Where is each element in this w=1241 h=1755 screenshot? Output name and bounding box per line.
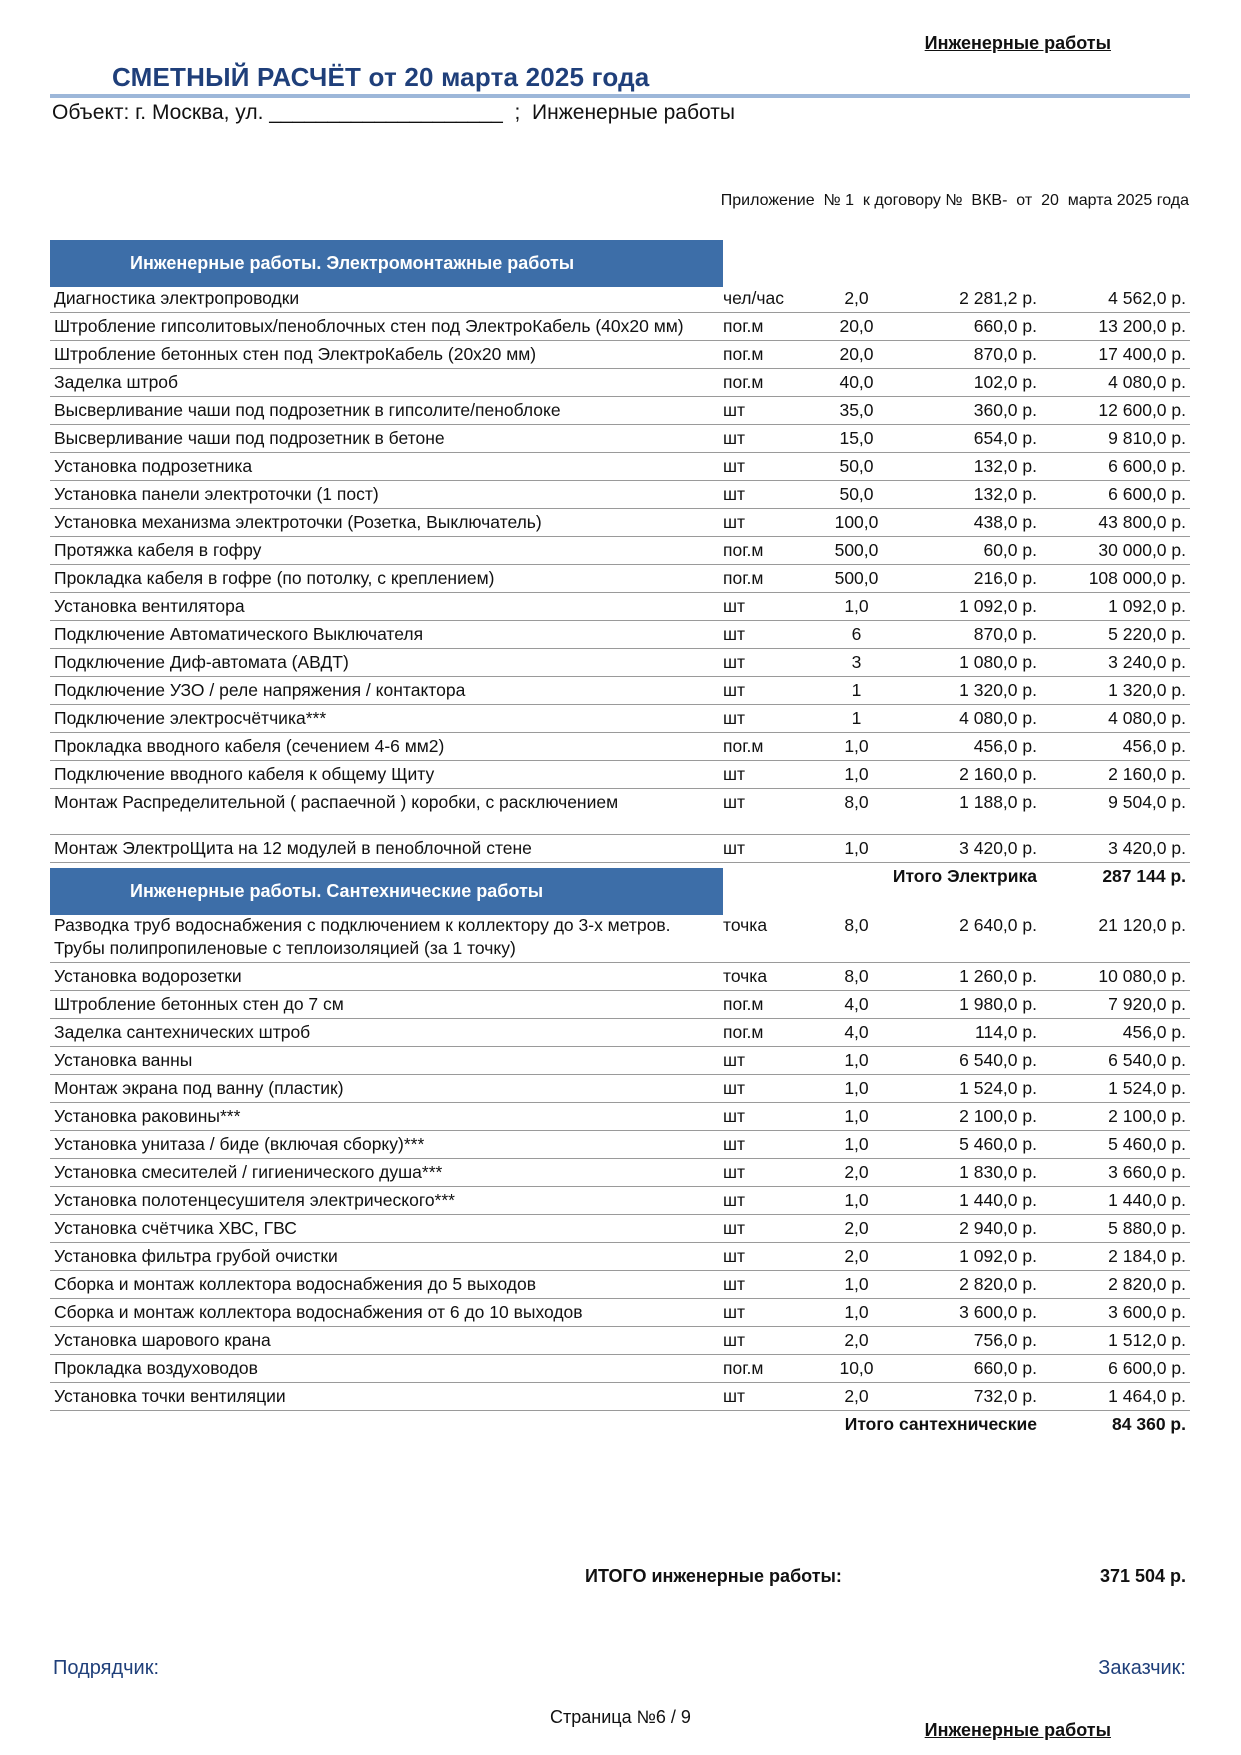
item-quantity: 1,0 (807, 1299, 906, 1327)
item-unit: пог.м (719, 1355, 807, 1383)
item-name: Заделка штроб (50, 369, 719, 397)
item-quantity: 2,0 (807, 1327, 906, 1355)
item-name: Установка шарового крана (50, 1327, 719, 1355)
item-price: 2 160,0 р. (906, 761, 1041, 789)
item-sum: 10 080,0 р. (1041, 963, 1190, 991)
item-unit: точка (719, 963, 807, 991)
item-unit: пог.м (719, 369, 807, 397)
item-price: 216,0 р. (906, 565, 1041, 593)
table-row (50, 1047, 1190, 1075)
table-row (50, 733, 1190, 761)
item-name: Установка унитаза / биде (включая сборку)*** (50, 1131, 719, 1159)
item-name: Подключение вводного кабеля к общему Щиту (50, 761, 719, 789)
item-price: 456,0 р. (906, 733, 1041, 761)
table-row (50, 789, 1190, 835)
item-name: Прокладка вводного кабеля (сечением 4-6 мм2) (50, 733, 719, 761)
contract-appendix-note: Приложение № 1 к договору № ВКВ- от 20 марта 2025 года (720, 192, 1189, 209)
item-price: 1 980,0 р. (906, 991, 1041, 1019)
item-name: Подключение УЗО / реле напряжения / контактора (50, 677, 719, 705)
table-row (50, 565, 1190, 593)
plumbing-total-row (50, 1411, 1190, 1439)
item-quantity: 10,0 (807, 1355, 906, 1383)
item-sum: 3 420,0 р. (1041, 835, 1190, 863)
item-price: 660,0 р. (906, 1355, 1041, 1383)
document-title: СМЕТНЫЙ РАСЧЁТ от 20 марта 2025 года (112, 62, 650, 92)
item-price: 756,0 р. (906, 1327, 1041, 1355)
item-sum: 21 120,0 р. (1041, 912, 1190, 963)
item-price: 1 092,0 р. (906, 1243, 1041, 1271)
item-unit: шт (719, 1075, 807, 1103)
item-unit: чел/час (719, 285, 807, 313)
item-quantity: 2,0 (807, 1383, 906, 1411)
table-row (50, 705, 1190, 733)
item-quantity: 1,0 (807, 1075, 906, 1103)
item-unit: шт (719, 453, 807, 481)
item-quantity: 3 (807, 649, 906, 677)
item-sum: 6 540,0 р. (1041, 1047, 1190, 1075)
item-unit: пог.м (719, 1019, 807, 1047)
item-name: Установка раковины*** (50, 1103, 719, 1131)
item-unit: шт (719, 1187, 807, 1215)
item-quantity: 8,0 (807, 789, 906, 835)
grand-total-label: ИТОГО инженерные работы: (585, 1566, 842, 1586)
item-name: Установка полотенцесушителя электрического*** (50, 1187, 719, 1215)
item-sum: 30 000,0 р. (1041, 537, 1190, 565)
item-unit: точка (719, 912, 807, 963)
customer-signature-label: Заказчик: (1098, 1657, 1186, 1679)
item-quantity: 1,0 (807, 1131, 906, 1159)
item-unit: пог.м (719, 537, 807, 565)
table-row (50, 1131, 1190, 1159)
item-price: 1 440,0 р. (906, 1187, 1041, 1215)
item-name: Штробление гипсолитовых/пеноблочных стен под ЭлектроКабель (40х20 мм) (50, 313, 719, 341)
item-unit: пог.м (719, 733, 807, 761)
item-quantity: 1 (807, 677, 906, 705)
header-section-link[interactable]: Инженерные работы (924, 33, 1111, 53)
item-quantity: 2,0 (807, 285, 906, 313)
item-unit: шт (719, 1131, 807, 1159)
item-quantity: 50,0 (807, 481, 906, 509)
item-sum: 6 600,0 р. (1041, 1355, 1190, 1383)
item-unit: шт (719, 1215, 807, 1243)
item-unit: шт (719, 425, 807, 453)
item-sum: 5 220,0 р. (1041, 621, 1190, 649)
item-name: Подключение Автоматического Выключателя (50, 621, 719, 649)
title-divider (50, 94, 1190, 98)
item-sum: 2 100,0 р. (1041, 1103, 1190, 1131)
item-sum: 456,0 р. (1041, 1019, 1190, 1047)
item-price: 102,0 р. (906, 369, 1041, 397)
item-price: 1 092,0 р. (906, 593, 1041, 621)
item-price: 1 320,0 р. (906, 677, 1041, 705)
electrical-works-table (50, 285, 1190, 890)
item-sum: 2 184,0 р. (1041, 1243, 1190, 1271)
table-row (50, 677, 1190, 705)
item-sum: 6 600,0 р. (1041, 481, 1190, 509)
item-name: Высверливание чаши под подрозетник в гипсолите/пеноблоке (50, 397, 719, 425)
item-quantity: 1,0 (807, 1047, 906, 1075)
item-name: Подключение электросчётчика*** (50, 705, 719, 733)
plumbing-works-table (50, 912, 1190, 1438)
item-name: Штробление бетонных стен под ЭлектроКабель (20х20 мм) (50, 341, 719, 369)
item-name: Установка механизма электроточки (Розетка, Выключатель) (50, 509, 719, 537)
item-sum: 1 512,0 р. (1041, 1327, 1190, 1355)
item-name: Разводка труб водоснабжения с подключением к коллектору до 3-х метров. Трубы полипропиленовые с теплоизоляцией (за 1 точку) (50, 912, 719, 963)
item-name: Прокладка кабеля в гофре (по потолку, с креплением) (50, 565, 719, 593)
item-sum: 1 092,0 р. (1041, 593, 1190, 621)
item-name: Установка ванны (50, 1047, 719, 1075)
item-sum: 5 880,0 р. (1041, 1215, 1190, 1243)
item-quantity: 35,0 (807, 397, 906, 425)
table-row (50, 369, 1190, 397)
table-row (50, 1383, 1190, 1411)
item-sum: 4 080,0 р. (1041, 705, 1190, 733)
table-row (50, 481, 1190, 509)
item-price: 60,0 р. (906, 537, 1041, 565)
item-quantity: 2,0 (807, 1159, 906, 1187)
item-unit: шт (719, 649, 807, 677)
item-sum: 7 920,0 р. (1041, 991, 1190, 1019)
item-unit: пог.м (719, 313, 807, 341)
item-quantity: 1,0 (807, 1103, 906, 1131)
item-sum: 13 200,0 р. (1041, 313, 1190, 341)
item-quantity: 4,0 (807, 1019, 906, 1047)
item-sum: 4 562,0 р. (1041, 285, 1190, 313)
table-row (50, 991, 1190, 1019)
item-sum: 2 160,0 р. (1041, 761, 1190, 789)
footer-section-link[interactable]: Инженерные работы (924, 1720, 1111, 1740)
table-row (50, 1243, 1190, 1271)
table-row (50, 1187, 1190, 1215)
item-price: 5 460,0 р. (906, 1131, 1041, 1159)
item-unit: пог.м (719, 341, 807, 369)
plumbing-total-label: Итого сантехнические (844, 1414, 1037, 1434)
item-quantity: 2,0 (807, 1215, 906, 1243)
item-quantity: 15,0 (807, 425, 906, 453)
item-unit: шт (719, 1271, 807, 1299)
table-row (50, 649, 1190, 677)
electrical-works-rows (50, 285, 1190, 863)
item-price: 3 420,0 р. (906, 835, 1041, 863)
item-name: Подключение Диф-автомата (АВДТ) (50, 649, 719, 677)
item-name: Установка смесителей / гигиенического душа*** (50, 1159, 719, 1187)
item-sum: 3 600,0 р. (1041, 1299, 1190, 1327)
item-quantity: 8,0 (807, 912, 906, 963)
item-quantity: 1,0 (807, 733, 906, 761)
table-row (50, 912, 1190, 963)
table-row (50, 1019, 1190, 1047)
item-quantity: 4,0 (807, 991, 906, 1019)
item-name: Монтаж ЭлектроЩита на 12 модулей в пеноблочной стене (50, 835, 719, 863)
item-quantity: 8,0 (807, 963, 906, 991)
section-header-electrical: Инженерные работы. Электромонтажные работы (50, 240, 723, 287)
table-row (50, 425, 1190, 453)
item-sum: 12 600,0 р. (1041, 397, 1190, 425)
item-unit: шт (719, 761, 807, 789)
page-number: Страница №6 / 9 (550, 1707, 691, 1727)
item-sum: 1 320,0 р. (1041, 677, 1190, 705)
item-quantity: 500,0 (807, 537, 906, 565)
table-row (50, 537, 1190, 565)
plumbing-total-value: 84 360 р. (1112, 1414, 1186, 1434)
item-name: Прокладка воздуховодов (50, 1355, 719, 1383)
item-name: Высверливание чаши под подрозетник в бетоне (50, 425, 719, 453)
item-unit: пог.м (719, 565, 807, 593)
item-name: Установка счётчика ХВС, ГВС (50, 1215, 719, 1243)
table-row (50, 1299, 1190, 1327)
item-name: Сборка и монтаж коллектора водоснабжения до 5 выходов (50, 1271, 719, 1299)
item-name: Сборка и монтаж коллектора водоснабжения от 6 до 10 выходов (50, 1299, 719, 1327)
item-name: Штробление бетонных стен до 7 см (50, 991, 719, 1019)
item-sum: 456,0 р. (1041, 733, 1190, 761)
item-name: Установка подрозетника (50, 453, 719, 481)
item-quantity: 1,0 (807, 1187, 906, 1215)
item-price: 6 540,0 р. (906, 1047, 1041, 1075)
item-sum: 43 800,0 р. (1041, 509, 1190, 537)
item-price: 870,0 р. (906, 341, 1041, 369)
item-unit: шт (719, 509, 807, 537)
item-sum: 1 524,0 р. (1041, 1075, 1190, 1103)
item-price: 132,0 р. (906, 481, 1041, 509)
item-sum: 5 460,0 р. (1041, 1131, 1190, 1159)
item-quantity: 1,0 (807, 761, 906, 789)
table-row (50, 1355, 1190, 1383)
item-unit: шт (719, 677, 807, 705)
item-unit: шт (719, 1103, 807, 1131)
item-sum: 9 810,0 р. (1041, 425, 1190, 453)
item-price: 2 281,2 р. (906, 285, 1041, 313)
item-quantity: 1,0 (807, 835, 906, 863)
item-price: 2 640,0 р. (906, 912, 1041, 963)
item-quantity: 20,0 (807, 313, 906, 341)
item-sum: 2 820,0 р. (1041, 1271, 1190, 1299)
item-name: Монтаж экрана под ванну (пластик) (50, 1075, 719, 1103)
item-quantity: 100,0 (807, 509, 906, 537)
item-unit: шт (719, 1159, 807, 1187)
item-price: 360,0 р. (906, 397, 1041, 425)
item-quantity: 50,0 (807, 453, 906, 481)
table-row (50, 341, 1190, 369)
table-row (50, 963, 1190, 991)
item-unit: шт (719, 1299, 807, 1327)
item-price: 2 100,0 р. (906, 1103, 1041, 1131)
item-sum: 108 000,0 р. (1041, 565, 1190, 593)
item-price: 3 600,0 р. (906, 1299, 1041, 1327)
item-unit: шт (719, 835, 807, 863)
item-unit: шт (719, 593, 807, 621)
item-unit: шт (719, 1327, 807, 1355)
table-row (50, 1271, 1190, 1299)
item-price: 132,0 р. (906, 453, 1041, 481)
item-price: 114,0 р. (906, 1019, 1041, 1047)
item-unit: шт (719, 621, 807, 649)
item-sum: 3 240,0 р. (1041, 649, 1190, 677)
item-price: 4 080,0 р. (906, 705, 1041, 733)
item-quantity: 1,0 (807, 593, 906, 621)
item-unit: пог.м (719, 991, 807, 1019)
item-price: 1 080,0 р. (906, 649, 1041, 677)
item-sum: 9 504,0 р. (1041, 789, 1190, 835)
table-row (50, 835, 1190, 863)
item-unit: шт (719, 705, 807, 733)
item-quantity: 1,0 (807, 1271, 906, 1299)
item-name: Заделка сантехнических штроб (50, 1019, 719, 1047)
item-price: 2 820,0 р. (906, 1271, 1041, 1299)
electrical-total-label: Итого Электрика (892, 866, 1037, 886)
item-unit: шт (719, 1047, 807, 1075)
item-unit: шт (719, 481, 807, 509)
table-row (50, 313, 1190, 341)
item-name: Установка водорозетки (50, 963, 719, 991)
item-price: 1 260,0 р. (906, 963, 1041, 991)
table-row (50, 1327, 1190, 1355)
item-unit: шт (719, 1243, 807, 1271)
table-row (50, 1215, 1190, 1243)
table-row (50, 397, 1190, 425)
table-row (50, 593, 1190, 621)
item-quantity: 2,0 (807, 1243, 906, 1271)
item-sum: 4 080,0 р. (1041, 369, 1190, 397)
table-row (50, 1103, 1190, 1131)
item-price: 732,0 р. (906, 1383, 1041, 1411)
item-sum: 6 600,0 р. (1041, 453, 1190, 481)
item-quantity: 1 (807, 705, 906, 733)
item-sum: 17 400,0 р. (1041, 341, 1190, 369)
table-row (50, 1159, 1190, 1187)
table-row (50, 621, 1190, 649)
item-price: 438,0 р. (906, 509, 1041, 537)
item-price: 1 524,0 р. (906, 1075, 1041, 1103)
item-price: 1 188,0 р. (906, 789, 1041, 835)
item-sum: 1 464,0 р. (1041, 1383, 1190, 1411)
table-row (50, 761, 1190, 789)
item-unit: шт (719, 1383, 807, 1411)
item-name: Установка точки вентиляции (50, 1383, 719, 1411)
contractor-signature-label: Подрядчик: (53, 1657, 160, 1679)
item-name: Диагностика электропроводки (50, 285, 719, 313)
item-name: Установка фильтра грубой очистки (50, 1243, 719, 1271)
item-sum: 3 660,0 р. (1041, 1159, 1190, 1187)
item-name: Монтаж Распределительной ( распаечной ) коробки, с расключением (50, 789, 719, 835)
electrical-total-value: 287 144 р. (1102, 866, 1186, 886)
item-price: 654,0 р. (906, 425, 1041, 453)
item-name: Протяжка кабеля в гофру (50, 537, 719, 565)
section-header-plumbing: Инженерные работы. Сантехнические работы (50, 868, 723, 915)
item-price: 2 940,0 р. (906, 1215, 1041, 1243)
item-price: 870,0 р. (906, 621, 1041, 649)
item-unit: шт (719, 397, 807, 425)
object-address-line: Объект: г. Москва, ул. ____________________ ; Инженерные работы (52, 101, 735, 124)
grand-total-value: 371 504 р. (1099, 1566, 1186, 1586)
item-name: Установка вентилятора (50, 593, 719, 621)
plumbing-works-rows (50, 912, 1190, 1411)
table-row (50, 453, 1190, 481)
item-quantity: 6 (807, 621, 906, 649)
item-price: 660,0 р. (906, 313, 1041, 341)
item-price: 1 830,0 р. (906, 1159, 1041, 1187)
item-quantity: 500,0 (807, 565, 906, 593)
item-unit: шт (719, 789, 807, 835)
item-quantity: 20,0 (807, 341, 906, 369)
table-row (50, 1075, 1190, 1103)
table-row (50, 285, 1190, 313)
item-name: Установка панели электроточки (1 пост) (50, 481, 719, 509)
table-row (50, 509, 1190, 537)
item-quantity: 40,0 (807, 369, 906, 397)
item-sum: 1 440,0 р. (1041, 1187, 1190, 1215)
